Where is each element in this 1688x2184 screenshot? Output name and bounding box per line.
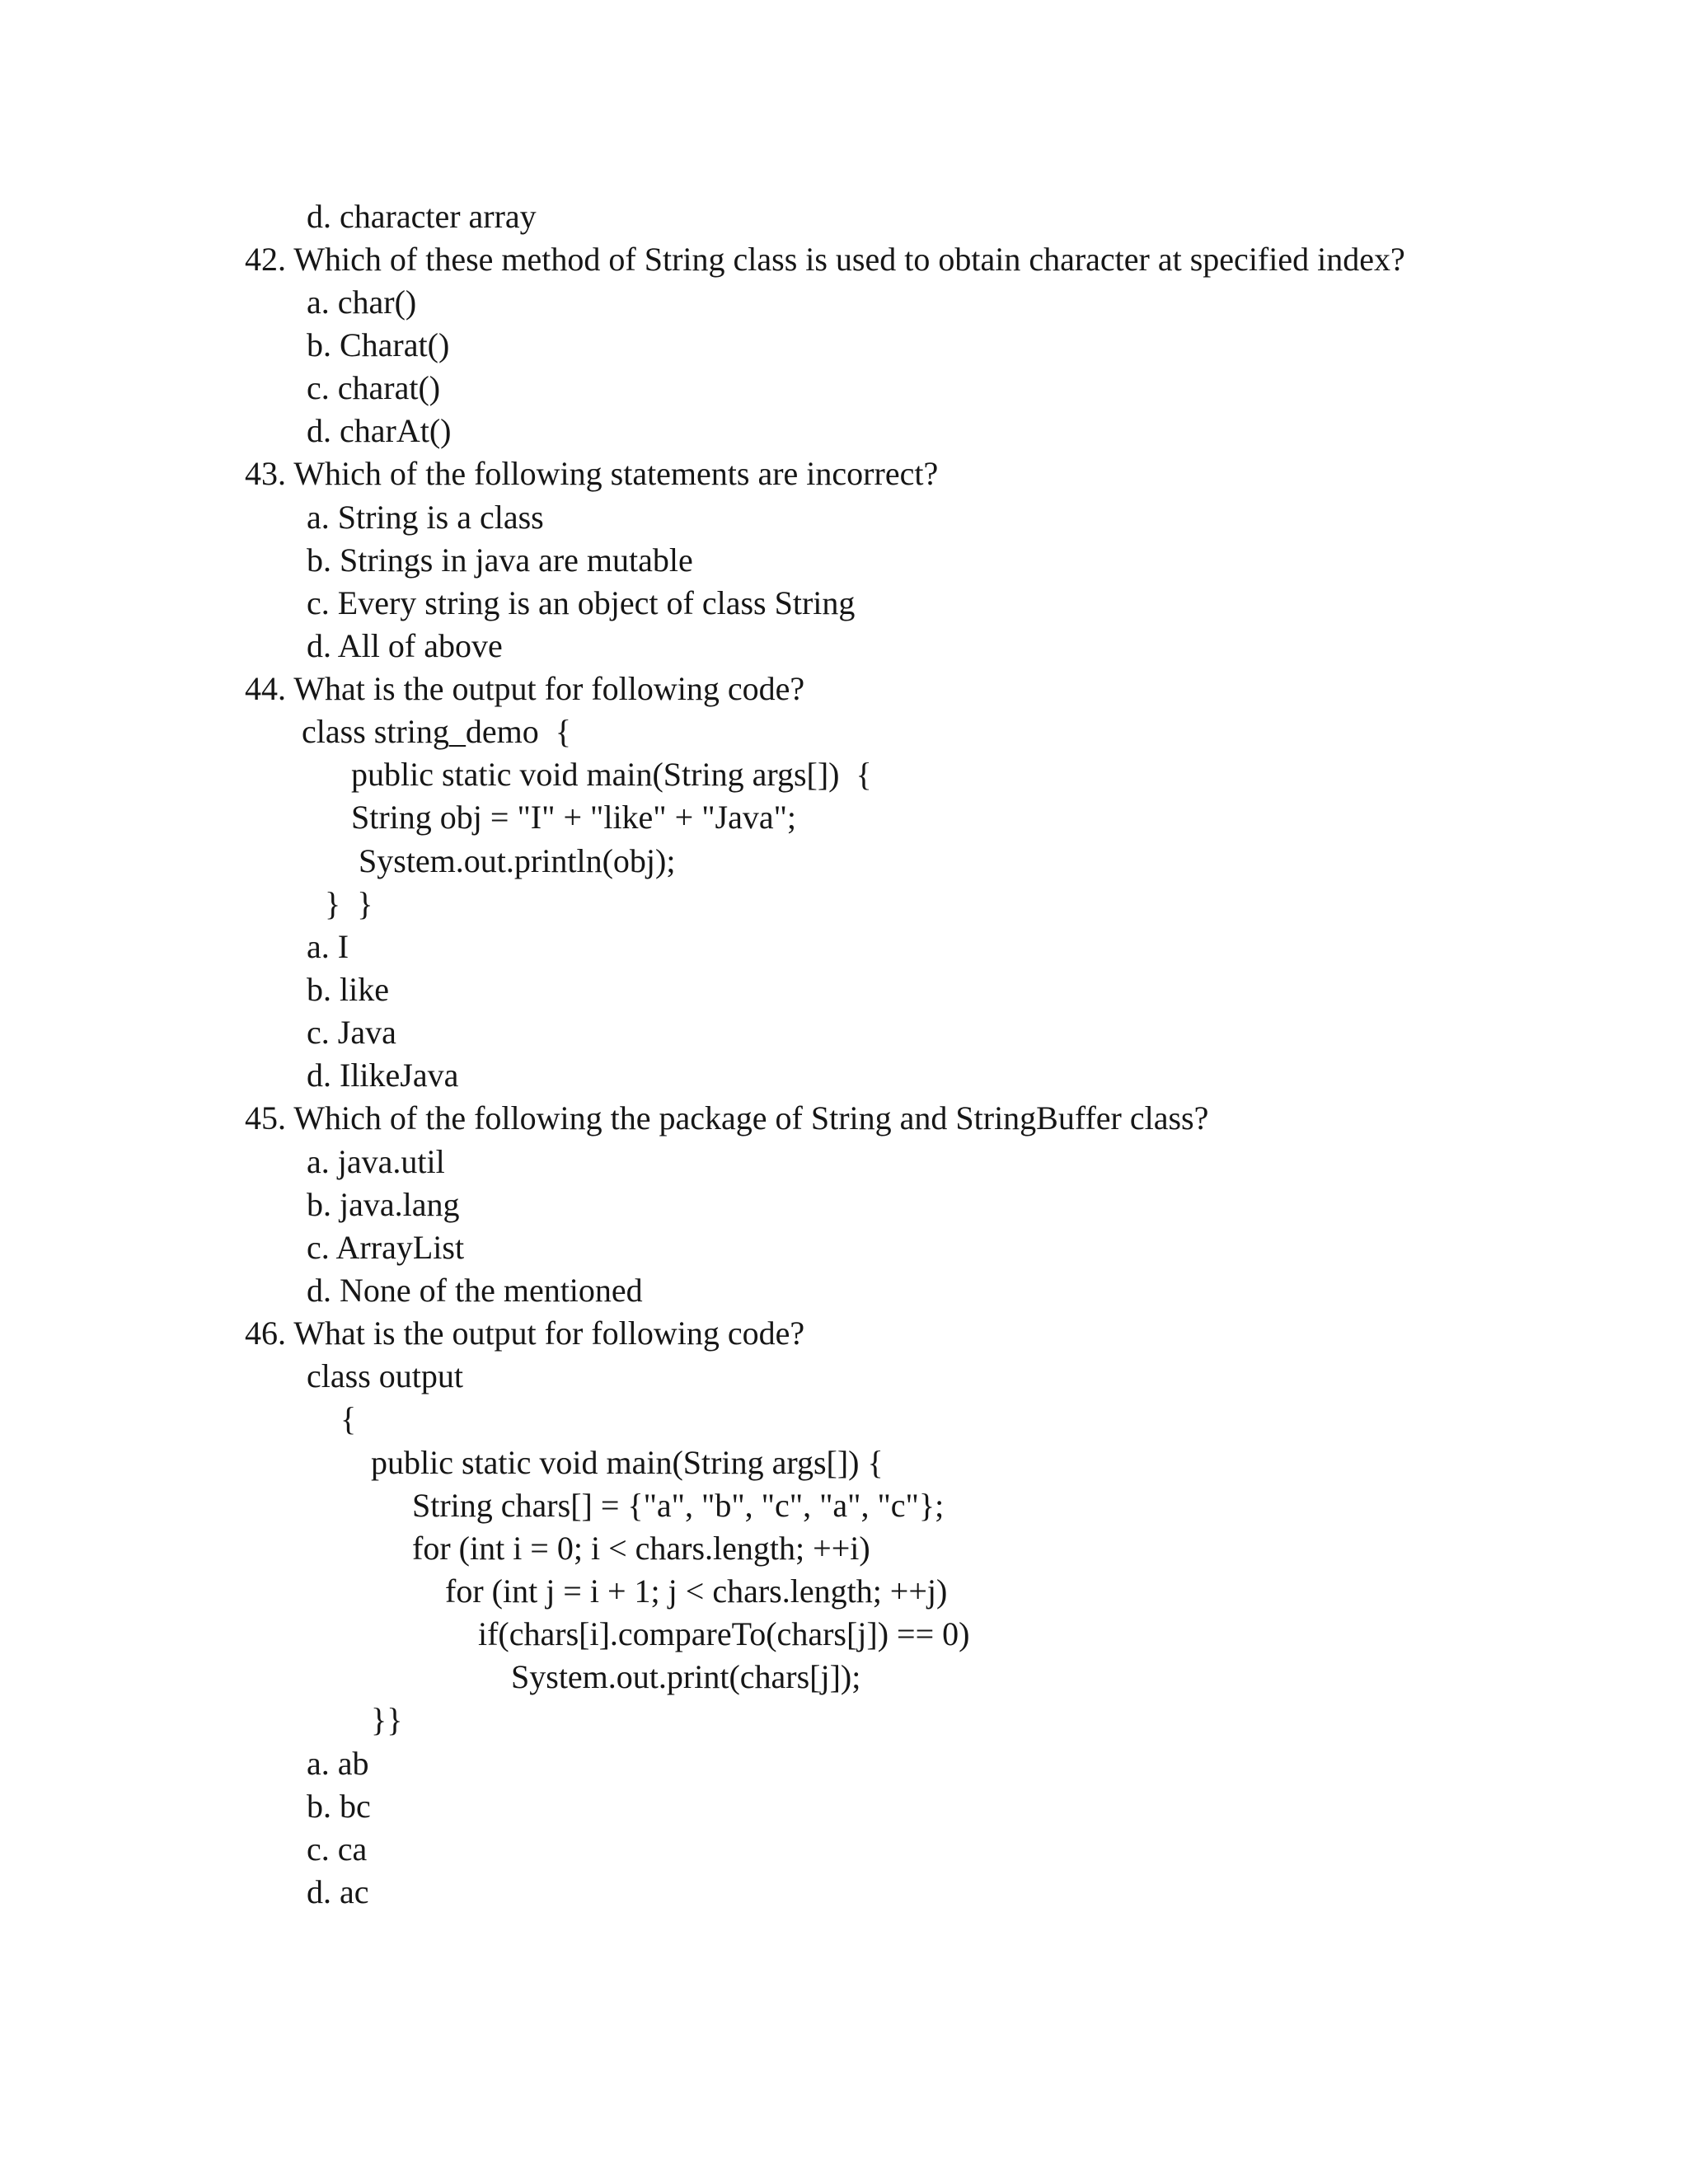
q43-question: 43. Which of the following statements are incorrect?: [245, 455, 939, 492]
q45-option-b: b. java.lang: [307, 1186, 460, 1223]
q46-code-line: class output: [307, 1357, 463, 1394]
q42-option-a: a. char(): [307, 284, 417, 321]
q43-option-b: b. Strings in java are mutable: [307, 541, 693, 579]
q45-option-a: a. java.util: [307, 1143, 445, 1180]
q45-option-c: c. ArrayList: [307, 1229, 465, 1266]
q42-question: 42. Which of these method of String class is used to obtain character at specified index?: [245, 241, 1405, 278]
q46-code-line: }}: [371, 1701, 403, 1738]
q46-option-a: a. ab: [307, 1745, 369, 1782]
q44-code-line: public static void main(String args[]) {: [351, 756, 872, 793]
q44-code-line: class string_demo {: [302, 713, 571, 750]
q46-code-line: public static void main(String args[]) {: [371, 1444, 884, 1481]
q44-question: 44. What is the output for following code?: [245, 670, 805, 707]
q46-code-line: System.out.print(chars[j]);: [511, 1658, 861, 1695]
q44-option-b: b. like: [307, 971, 389, 1008]
q46-code-line: {: [340, 1400, 357, 1437]
q43-option-a: a. String is a class: [307, 499, 544, 536]
q41-option-d: d. character array: [307, 198, 537, 235]
q43-option-c: c. Every string is an object of class String: [307, 584, 856, 621]
q46-option-b: b. bc: [307, 1788, 371, 1825]
q45-option-d: d. None of the mentioned: [307, 1272, 643, 1309]
q46-question: 46. What is the output for following code?: [245, 1315, 805, 1352]
q44-option-d: d. IlikeJava: [307, 1057, 459, 1094]
q42-option-d: d. charAt(): [307, 412, 452, 449]
q44-code-line: String obj = "I" + "like" + "Java";: [351, 799, 797, 836]
q46-option-c: c. ca: [307, 1830, 368, 1868]
q45-question: 45. Which of the following the package of String and StringBuffer class?: [245, 1099, 1209, 1137]
q44-code-line: System.out.println(obj);: [359, 842, 676, 879]
q46-code-line: for (int j = i + 1; j < chars.length; ++j): [445, 1572, 948, 1610]
q46-code-line: for (int i = 0; i < chars.length; ++i): [412, 1530, 870, 1567]
q46-code-line: String chars[] = {"a", "b", "c", "a", "c"};: [412, 1487, 945, 1524]
q43-option-d: d. All of above: [307, 627, 503, 664]
q44-code-line: } }: [325, 885, 373, 922]
q46-code-line: if(chars[i].compareTo(chars[j]) == 0): [478, 1615, 970, 1652]
q44-option-c: c. Java: [307, 1014, 396, 1051]
q46-option-d: d. ac: [307, 1873, 369, 1910]
q44-option-a: a. I: [307, 928, 349, 965]
q42-option-b: b. Charat(): [307, 326, 450, 363]
q42-option-c: c. charat(): [307, 369, 441, 406]
